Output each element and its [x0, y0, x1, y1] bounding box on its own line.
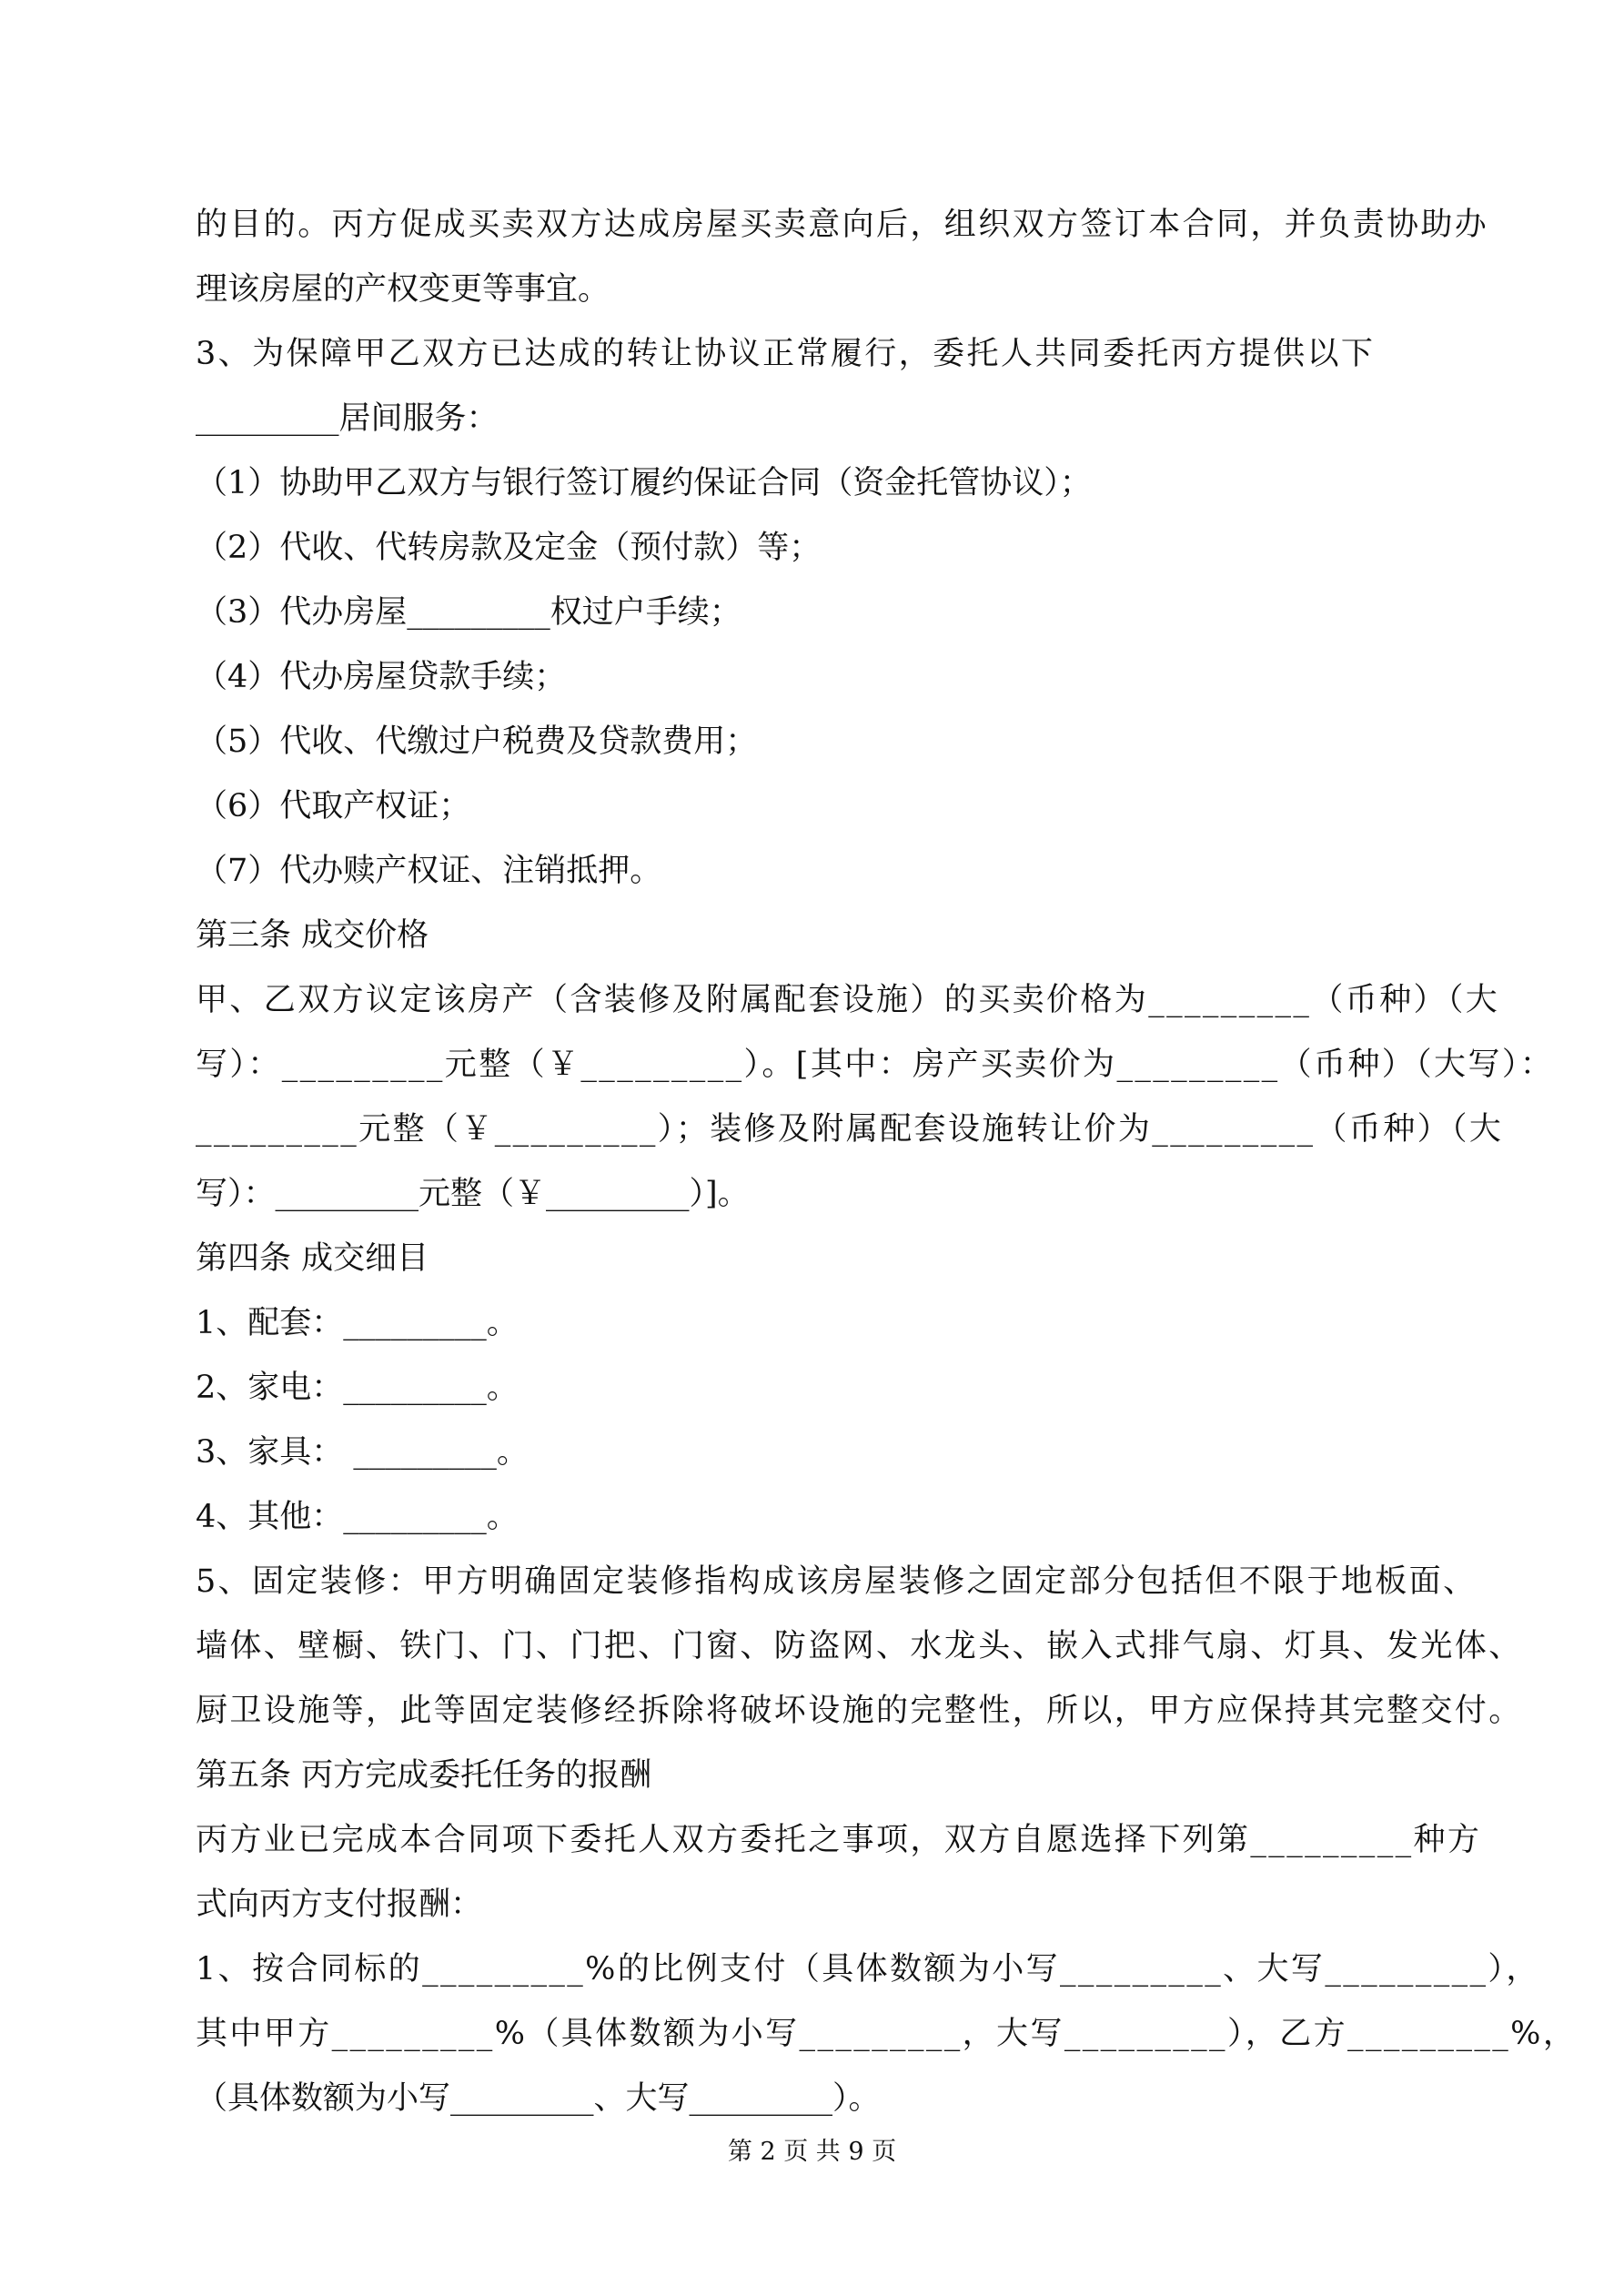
list-item: （2）代收、代转房款及定金（预付款）等；	[196, 530, 822, 566]
paragraph-line: 厨卫设施等，此等固定装修经拆除将破坏设施的完整性，所以，甲方应保持其完整交付。	[196, 1693, 1523, 1729]
paragraph-line: 墙体、壁橱、铁门、门、门把、门窗、防盗网、水龙头、嵌入式排气扇、灯具、发光体、	[196, 1628, 1523, 1664]
paragraph-line: _________元整（￥_________）；装修及附属配套设施转让价为_________（币种）（大	[196, 1111, 1504, 1148]
paragraph-line: 式向丙方支付报酬：	[196, 1886, 483, 1923]
list-item: （7）代办赎产权证、注销抵押。	[196, 853, 662, 889]
list-item: （1）协助甲乙双方与银行签订履约保证合同（资金托管协议）；	[196, 465, 1092, 501]
list-item: 4、其他：_________。	[196, 1499, 519, 1535]
paragraph-line: 写）：_________元整（￥_________）]。	[196, 1176, 750, 1212]
paragraph-line: 理该房屋的产权变更等事宜。	[196, 271, 610, 308]
page-number-footer: 第 2 页 共 9 页	[727, 2138, 897, 2166]
paragraph-line: 5、固定装修：甲方明确固定装修指构成该房屋装修之固定部分包括但不限于地板面、	[196, 1563, 1478, 1600]
paragraph-line: （具体数额为小写_________、大写_________）。	[196, 2080, 881, 2117]
paragraph-line: 其中甲方_________%（具体数额为小写_________，大写_________），乙方_________%，	[196, 2016, 1578, 2052]
list-item: 2、家电：_________。	[196, 1370, 519, 1406]
section-heading: 第四条 成交细目	[196, 1240, 429, 1277]
list-item: （4）代办房屋贷款手续；	[196, 659, 567, 695]
paragraph-line: 甲、乙双方议定该房产（含装修及附属配套设施）的买卖价格为_________（币种）（大	[196, 982, 1500, 1018]
section-heading: 第五条 丙方完成委托任务的报酬	[196, 1757, 652, 1794]
list-item: 3、家具： _________。	[196, 1434, 529, 1471]
paragraph-line: 丙方业已完成本合同项下委托人双方委托之事项，双方自愿选择下列第_________种方	[196, 1822, 1482, 1858]
paragraph-line: _________居间服务：	[196, 400, 499, 437]
list-item: （5）代收、代缴过户税费及贷款费用；	[196, 723, 758, 760]
section-heading: 第三条 成交价格	[196, 917, 429, 954]
list-item: 1、配套：_________。	[196, 1305, 519, 1341]
paragraph-line: 1、按合同标的_________%的比例支付（具体数额为小写_________、大写_________），	[196, 1951, 1540, 1988]
list-item: （3）代办房屋_________权过户手续；	[196, 594, 741, 631]
paragraph-line: 3、为保障甲乙双方已达成的转让协议正常履行，委托人共同委托丙方提供以下	[196, 336, 1376, 372]
list-item: （6）代取产权证；	[196, 788, 471, 824]
paragraph-line: 的目的。丙方促成买卖双方达成房屋买卖意向后，组织双方签订本合同，并负责协助办	[196, 207, 1489, 243]
paragraph-line: 写）：_________元整（￥_________）。[其中：房产买卖价为_________（币种）（大写）：	[196, 1047, 1555, 1083]
